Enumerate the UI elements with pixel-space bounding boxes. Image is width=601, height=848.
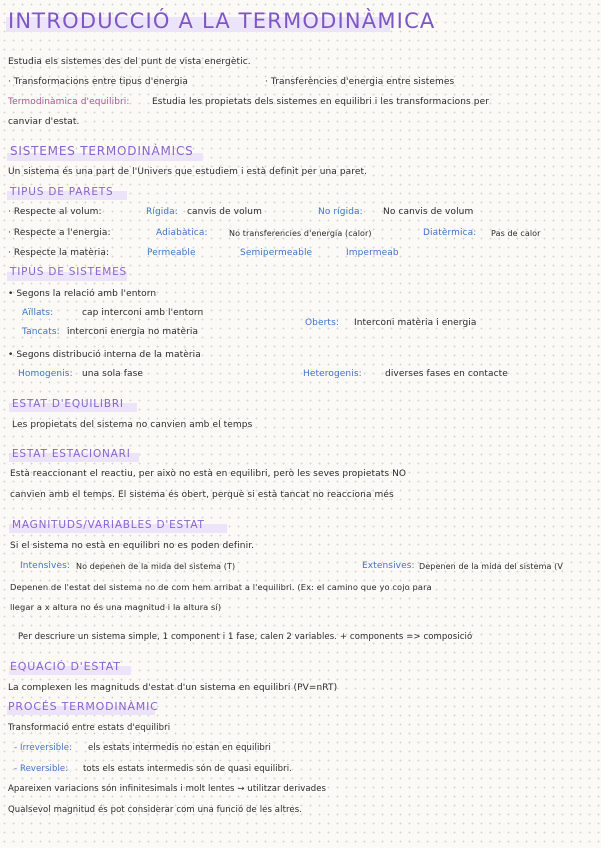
adiabatica-term: Adiabàtica: <box>156 228 208 238</box>
diatermica-term: Diatèrmica: <box>423 228 477 238</box>
respecte-energia: · Respecte a l'energia: <box>8 228 111 238</box>
intensives-term: Intensives: <box>20 561 71 571</box>
intensives-text: No depenen de la mida del sistema (T) <box>76 562 236 571</box>
oberts-term: Oberts: <box>305 318 339 328</box>
extensives-text: Depenen de la mida del sistema (V <box>419 562 563 571</box>
estat-equilibri-heading: ESTAT D'EQUILIBRI <box>12 398 124 410</box>
estat-equilibri-text: Les propietats del sistema no canvien amb el temps <box>12 420 253 430</box>
oberts-text: Interconi matèria i energia <box>354 318 477 328</box>
permeable-term: Permeable <box>147 248 196 258</box>
equacio-heading: EQUACIÓ D'ESTAT <box>10 660 121 673</box>
tipus-sistemes-heading: TIPUS DE SISTEMES <box>10 266 128 278</box>
estat-estacionari-heading: ESTAT ESTACIONARI <box>12 448 131 460</box>
magnituds-line5: Per descriure un sistema simple, 1 component i 1 fase, calen 2 variables. + components => composició <box>18 632 473 642</box>
no-rigida-term: No rígida: <box>318 207 363 217</box>
segons-distribucio: • Segons distribució interna de la matèria <box>8 350 201 360</box>
termodinamica-equilibri-term: Termodinàmica d'equilibri: <box>8 97 130 107</box>
irreversible-term: - Irreversible: <box>14 743 73 753</box>
magnituds-line3: Depenen de l'estat del sistema no de com hem arribat a l'equilibri. (Ex: el camino que yo cojo para <box>10 582 432 592</box>
adiabatica-text: No transferencies d'energia (calor) <box>229 229 372 238</box>
termodinamica-equilibri-definition: Estudia les propietats dels sistemes en equilibri i les transformacions per <box>152 97 490 107</box>
respecte-volum: · Respecte al volum: <box>8 207 102 217</box>
reversible-text: tots els estats intermedis són de quasi equilibri. <box>83 764 293 774</box>
rigida-term: Rígida: <box>146 207 178 217</box>
irreversible-text: els estats intermedis no estan en equilibri <box>88 743 271 753</box>
page-title: INTRODUCCIÓ A LA TERMODINÀMICA <box>8 9 436 33</box>
homogenis-text: una sola fase <box>82 369 144 379</box>
aillats-text: cap interconi amb l'entorn <box>82 308 204 318</box>
rigida-text: canvis de volum <box>187 207 262 217</box>
intro-bullet-transferencies: · Transferències d'energia entre sistemes <box>265 77 455 87</box>
proces-line4: Apareixen variacions són infinitesimals i molt lentes → utilitzar derivades <box>8 784 327 794</box>
termodinamica-equilibri-definition-cont: canviar d'estat. <box>8 117 80 127</box>
respecte-materia: · Respecte la matèria: <box>8 248 110 258</box>
sistemes-definition: Un sistema és una part de l'Univers que estudiem i està definit per una paret. <box>8 167 368 177</box>
heterogenis-term: Heterogenis: <box>303 369 362 379</box>
intro-bullet-transformacions: · Transformacions entre tipus d'energia <box>8 77 189 87</box>
segons-relacio: • Segons la relació amb l'entorn <box>8 289 157 299</box>
no-rigida-text: No canvis de volum <box>383 207 474 217</box>
proces-heading: PROCÉS TERMODINÀMIC <box>8 700 159 713</box>
tancats-text: interconi energia no matèria <box>67 327 199 337</box>
magnituds-line1: Si el sistema no està en equilibri no es poden definir. <box>10 541 255 551</box>
magnituds-heading: MAGNITUDS/VARIABLES D'ESTAT <box>12 519 205 531</box>
impermeable-term: Impermeab <box>346 248 399 258</box>
homogenis-term: Homogenis: <box>18 369 73 379</box>
equacio-text: La complexen les magnituds d'estat d'un sistema en equilibri (PV=nRT) <box>8 683 338 693</box>
tancats-term: Tancats: <box>22 327 60 337</box>
magnituds-line4: llegar a x altura no és una magnitud i la altura sí) <box>10 602 222 612</box>
proces-line1: Transformació entre estats d'equilibri <box>8 723 171 733</box>
semipermeable-term: Semipermeable <box>240 248 313 258</box>
aillats-term: Aïllats: <box>22 308 54 318</box>
sistemes-heading: SISTEMES TERMODINÀMICS <box>10 144 194 158</box>
proces-line5: Qualsevol magnitud és pot considerar com una funció de les altres. <box>8 805 303 815</box>
reversible-term: - Reversible: <box>14 764 69 774</box>
heterogenis-text: diverses fases en contacte <box>385 369 508 379</box>
intro-line: Estudia els sistemes des del punt de vista energètic. <box>8 57 251 67</box>
tipus-parets-heading: TIPUS DE PARETS <box>10 186 114 198</box>
diatermica-text: Pas de calor <box>491 229 541 238</box>
extensives-term: Extensives: <box>362 561 415 571</box>
estat-estacionari-line2: canvien amb el temps. El sistema és obert, perquè si està tancat no reacciona més <box>10 490 394 500</box>
estat-estacionari-line1: Està reaccionant el reactiu, per això no està en equilibri, però les seves propietats NO <box>10 469 407 479</box>
